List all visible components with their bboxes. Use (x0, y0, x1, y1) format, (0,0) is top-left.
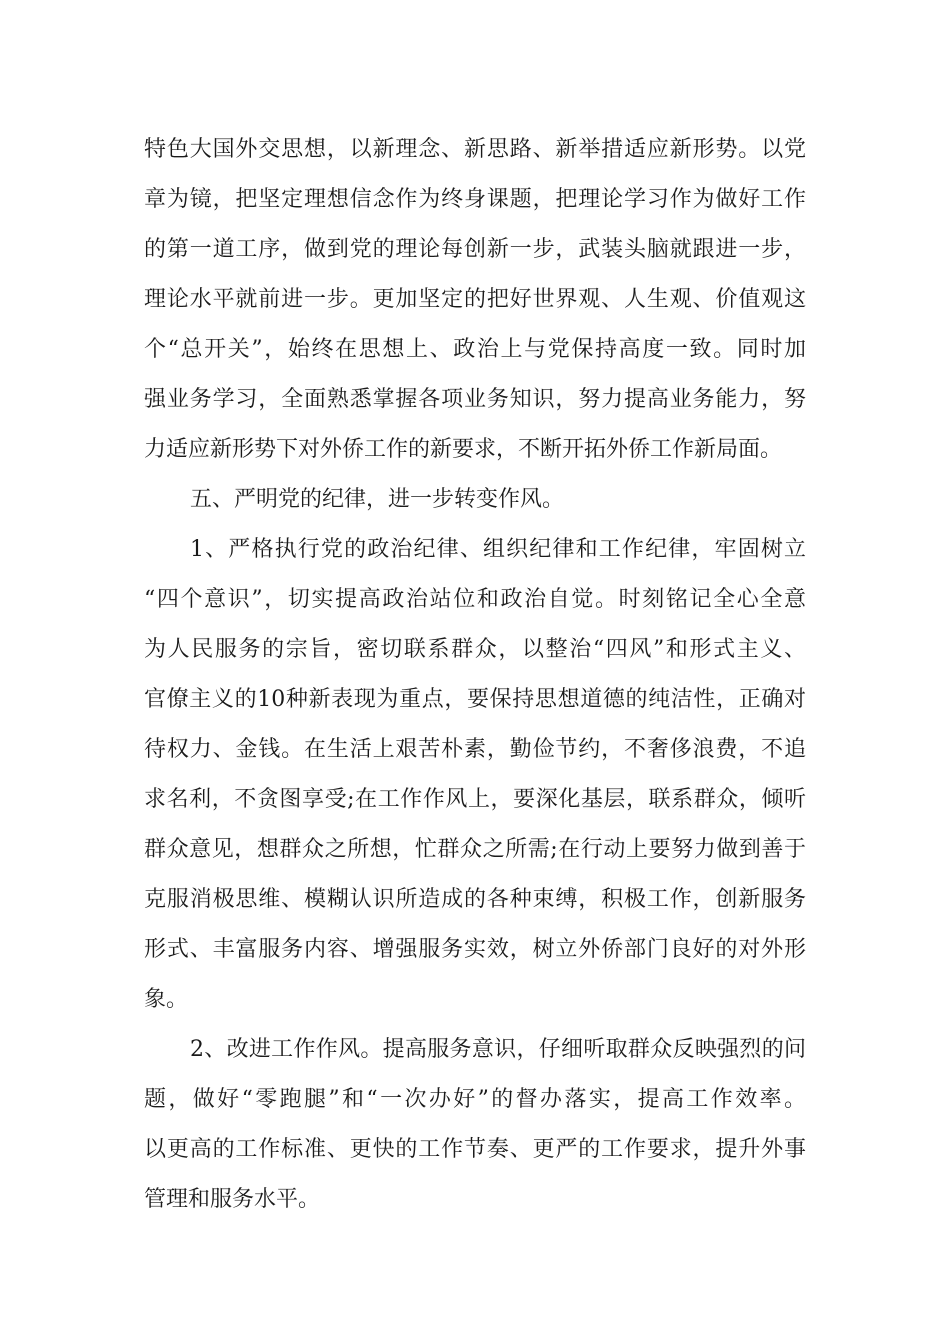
text-line: 1、严格执行党的政治纪律、组织纪律和工作纪律，牢固树立 (190, 537, 806, 562)
text-line: “四个意识”，切实提高政治站位和政治自觉。时刻铭记全心全意 (144, 587, 806, 612)
text-line: 的第一道工序，做到党的理论每创新一步，武装头脑就跟进一步， (144, 237, 806, 262)
text-line: 力适应新形势下对外侨工作的新要求，不断开拓外侨工作新局面。 (144, 437, 783, 462)
text-line: 理论水平就前进一步。更加坚定的把好世界观、人生观、价值观这 (144, 287, 806, 312)
text-line: 2、改进工作作风。提高服务意识，仔细听取群众反映强烈的问 (190, 1037, 806, 1062)
text-line: 官僚主义的10种新表现为重点，要保持思想道德的纯洁性，正确对 (144, 687, 806, 712)
text-line: 求名利，不贪图享受;在工作作风上，要深化基层，联系群众，倾听 (144, 787, 806, 812)
text-line: 管理和服务水平。 (144, 1187, 321, 1212)
text-line: 以更高的工作标准、更快的工作节奏、更严的工作要求，提升外事 (144, 1137, 806, 1162)
text-line: 象。 (144, 987, 189, 1012)
text-line: 强业务学习，全面熟悉掌握各项业务知识，努力提高业务能力，努 (144, 387, 806, 412)
text-line: 克服消极思维、模糊认识所造成的各种束缚，积极工作，创新服务 (144, 887, 806, 912)
text-line: 群众意见，想群众之所想，忙群众之所需;在行动上要努力做到善于 (144, 837, 806, 862)
section-heading: 五、严明党的纪律，进一步转变作风。 (190, 487, 565, 512)
text-line: 为人民服务的宗旨，密切联系群众，以整治“四风”和形式主义、 (144, 637, 806, 662)
text-line: 特色大国外交思想，以新理念、新思路、新举措适应新形势。以党 (144, 137, 806, 162)
text-line: 题，做好“零跑腿”和“一次办好”的督办落实，提高工作效率。 (144, 1087, 806, 1112)
text-line: 个“总开关”，始终在思想上、政治上与党保持高度一致。同时加 (144, 337, 806, 362)
text-line: 章为镜，把坚定理想信念作为终身课题，把理论学习作为做好工作 (144, 187, 806, 212)
text-line: 形式、丰富服务内容、增强服务实效，树立外侨部门良好的对外形 (144, 937, 806, 962)
text-line: 待权力、金钱。在生活上艰苦朴素，勤俭节约，不奢侈浪费，不追 (144, 737, 806, 762)
